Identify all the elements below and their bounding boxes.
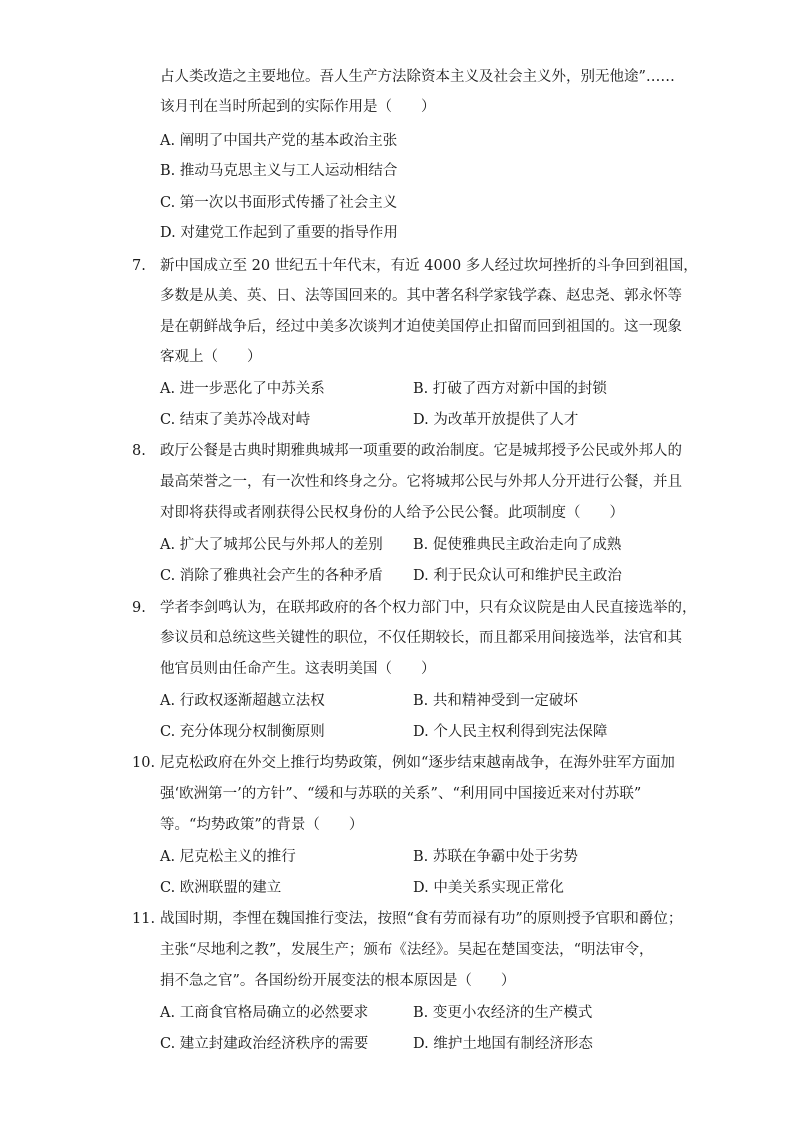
- option-a: A. 尼克松主义的推行: [160, 849, 296, 865]
- question-number: 11.: [132, 911, 156, 927]
- question-stem-line: 最高荣誉之一，有一次性和终身之分。它将城邦公民与外邦人分开进行公餐，并且: [160, 474, 682, 490]
- option-a: A. 阐明了中国共产党的基本政治主张: [160, 133, 398, 149]
- option-c: C. 充分体现分权制衡原则: [160, 724, 325, 740]
- question-stem-line: 对即将获得或者刚获得公民权身份的人给予公民公餐。此项制度（ ）: [160, 505, 624, 521]
- question-stem-line: 参议员和总统这些关键性的职位，不仅任期较长，而且都采用间接选举，法官和其: [160, 630, 682, 646]
- option-d: D. 利于民众认可和维护民主政治: [413, 568, 622, 584]
- option-b: B. 打破了西方对新中国的封锁: [413, 381, 607, 397]
- option-a: A. 扩大了城邦公民与外邦人的差别: [160, 537, 383, 553]
- question-stem-line: 他官员则由任命产生。这表明美国（ ）: [160, 661, 436, 677]
- question-number: 8.: [132, 443, 146, 459]
- question-stem-line: 是在朝鲜战争后，经过中美多次谈判才迫使美国停止扣留而回到祖国的。这一现象: [160, 319, 682, 335]
- question-stem-line: 新中国成立至 20 世纪五十年代末，有近 4000 多人经过坎坷挫折的斗争回到祖国，: [160, 258, 698, 274]
- question-stem-line: 学者李剑鸣认为，在联邦政府的各个权力部门中，只有众议院是由人民直接选举的，: [160, 600, 697, 616]
- option-c: C. 第一次以书面形式传播了社会主义: [160, 195, 398, 211]
- question-stem-line: 等。“均势政策”的背景（ ）: [160, 817, 364, 833]
- question-stem-line: 客观上（ ）: [160, 349, 262, 365]
- option-d: D. 中美关系实现正常化: [413, 880, 564, 896]
- question-stem-line: 该月刊在当时所起到的实际作用是（ ）: [160, 99, 436, 115]
- option-d: D. 为改革开放提供了人才: [413, 412, 579, 428]
- option-a: A. 进一步恶化了中苏关系: [160, 381, 325, 397]
- option-b: B. 促使雅典民主政治走向了成熟: [413, 537, 622, 553]
- option-b: B. 苏联在争霸中处于劣势: [413, 849, 578, 865]
- option-c: C. 结束了美苏冷战对峙: [160, 412, 311, 428]
- question-stem-line: 尼克松政府在外交上推行均势政策，例如“逐步结束越南战争，在海外驻军方面加: [160, 755, 675, 771]
- question-stem-line: 强‘欧洲第一’的方针”、“缓和与苏联的关系”、“利用同中国接近来对付苏联”: [160, 786, 642, 802]
- option-b: B. 变更小农经济的生产模式: [413, 1005, 593, 1021]
- question-stem-line: 占人类改造之主要地位。吾人生产方法除资本主义及社会主义外，别无他途”……: [160, 69, 675, 85]
- question-stem-line: 战国时期，李悝在魏国推行变法，按照“食有劳而禄有功”的原则授予官职和爵位；: [160, 911, 683, 927]
- option-c: C. 欧洲联盟的建立: [160, 880, 282, 896]
- option-d: D. 维护土地国有制经济形态: [413, 1036, 593, 1052]
- option-a: A. 工商食官格局确立的必然要求: [160, 1005, 369, 1021]
- option-c: C. 建立封建政治经济秩序的需要: [160, 1036, 369, 1052]
- question-number: 10.: [132, 755, 156, 771]
- question-stem-line: 捐不急之官”。各国纷纷开展变法的根本原因是（ ）: [160, 973, 516, 989]
- option-c: C. 消除了雅典社会产生的各种矛盾: [160, 568, 383, 584]
- question-stem-line: 政厅公餐是古典时期雅典城邦一项重要的政治制度。它是城邦授予公民或外邦人的: [160, 443, 682, 459]
- question-number: 9.: [132, 600, 146, 616]
- option-b: B. 推动马克思主义与工人运动相结合: [160, 163, 398, 179]
- option-a: A. 行政权逐渐超越立法权: [160, 693, 325, 709]
- option-b: B. 共和精神受到一定破坏: [413, 693, 578, 709]
- question-number: 7.: [132, 258, 146, 274]
- question-stem-line: 多数是从美、英、日、法等国回来的。其中著名科学家钱学森、赵忠尧、郭永怀等: [160, 288, 682, 304]
- option-d: D. 个人民主权利得到宪法保障: [413, 724, 608, 740]
- option-d: D. 对建党工作起到了重要的指导作用: [160, 225, 398, 241]
- question-stem-line: 主张“尽地利之教”，发展生产；颁布《法经》。吴起在楚国变法，“明法审令，: [160, 942, 654, 958]
